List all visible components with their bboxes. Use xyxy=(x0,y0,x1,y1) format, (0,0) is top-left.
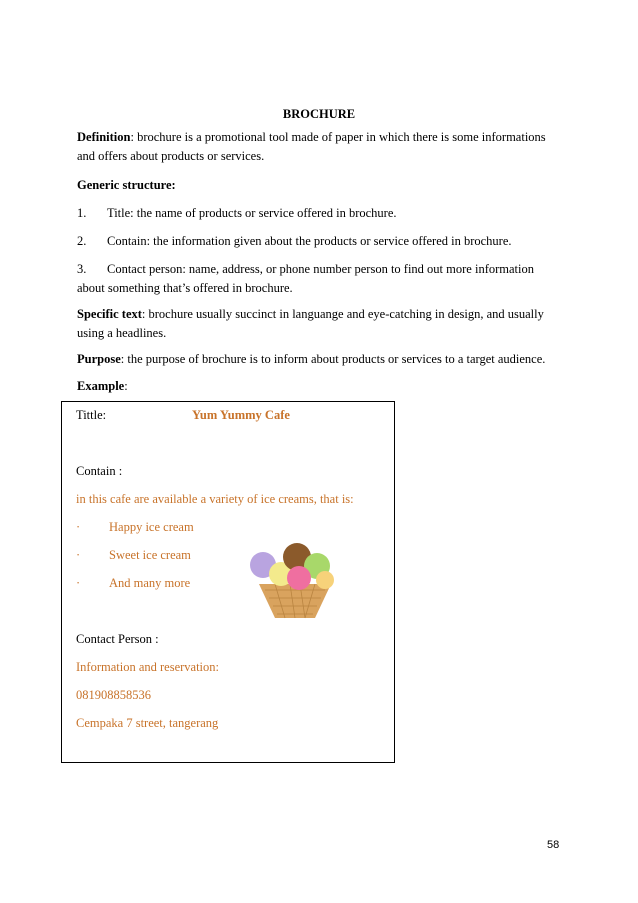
bullet-item-1 xyxy=(76,519,194,535)
example-label: Example xyxy=(77,379,125,393)
bullet-icon: · xyxy=(76,520,81,534)
bullet-text: Happy ice cream xyxy=(109,520,194,534)
item-number: 2. xyxy=(77,234,87,248)
purpose-label: Purpose xyxy=(77,352,121,366)
contact-info: Information and reservation: xyxy=(76,660,220,674)
example-colon: : xyxy=(124,379,128,393)
item-text: Contain: the information given about the products or service offered in brochure. xyxy=(107,234,512,248)
item-number: 1. xyxy=(77,206,87,220)
bullet-icon: · xyxy=(76,576,81,590)
bullet-text: And many more xyxy=(109,576,191,590)
contact-person-label: Contact Person : xyxy=(76,632,159,646)
structure-item-3 xyxy=(77,260,563,298)
brochure-title-row xyxy=(76,407,376,423)
structure-item-1 xyxy=(77,204,563,223)
purpose-text: : the purpose of brochure is to inform about products or services to a target audience. xyxy=(120,352,546,366)
contain-text: in this cafe are available a variety of ice creams, that is: xyxy=(76,492,354,506)
generic-structure-heading: Generic structure: xyxy=(77,178,176,192)
bullet-text: Sweet ice cream xyxy=(109,548,191,562)
definition-text-line2: and offers about products or services. xyxy=(77,149,265,163)
bullet-item-3 xyxy=(76,575,190,591)
cafe-name: Yum Yummy Cafe xyxy=(192,408,290,422)
definition-text-line1: : brochure is a promotional tool made of paper in which there is some informations xyxy=(130,130,546,144)
specific-text-paragraph xyxy=(77,305,563,343)
bullet-item-2 xyxy=(76,547,191,563)
item-text: Contact person: name, address, or phone number person to find out more information xyxy=(107,262,534,276)
contact-phone: 081908858536 xyxy=(76,688,151,702)
page-number: 58 xyxy=(547,839,560,851)
structure-item-2 xyxy=(77,232,563,251)
specific-text-line2: using a headlines. xyxy=(77,326,167,340)
specific-text-line1: : brochure usually succinct in languange and eye-catching in design, and usually xyxy=(141,307,544,321)
definition-paragraph xyxy=(77,128,563,166)
brochure-title-label: Tittle: xyxy=(76,408,107,422)
contact-address: Cempaka 7 street, tangerang xyxy=(76,716,219,730)
pink-scoop-icon xyxy=(287,566,311,590)
brochure-example-box xyxy=(61,401,395,763)
bullet-icon: · xyxy=(76,548,81,562)
definition-label: Definition xyxy=(77,130,131,144)
item-text-line2: about something that’s offered in brochure. xyxy=(77,281,293,295)
ice-cream-cones-image xyxy=(245,540,345,620)
example-heading xyxy=(77,377,563,396)
page-title: BROCHURE xyxy=(282,107,356,121)
vanilla-scoop-icon xyxy=(316,571,334,589)
item-text: Title: the name of products or service offered in brochure. xyxy=(107,206,397,220)
contain-label: Contain : xyxy=(76,464,123,478)
item-number: 3. xyxy=(77,262,87,276)
specific-label: Specific text xyxy=(77,307,142,321)
purpose-paragraph xyxy=(77,350,563,369)
